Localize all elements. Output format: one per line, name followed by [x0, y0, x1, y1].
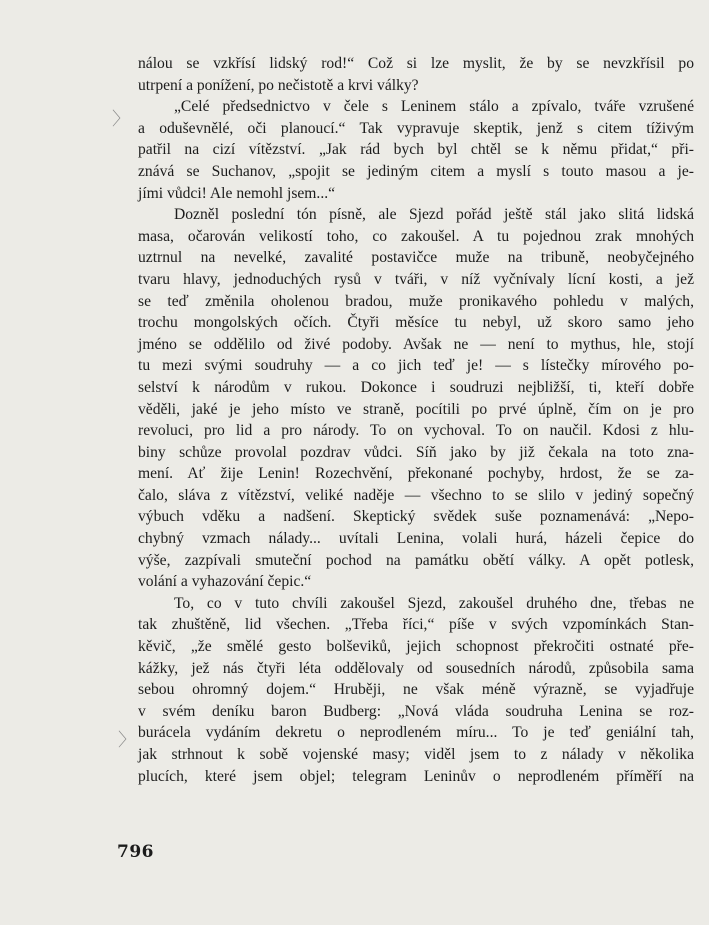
margin-pencil-mark: 〉: [118, 730, 136, 751]
text-line: chybný vzmach nálady... uvítali Lenina, volali hurá, házeli čepice do: [138, 530, 694, 548]
text-line: Dozněl poslední tón písně, ale Sjezd pořád ještě stál jako slitá lidská: [174, 206, 694, 224]
text-line: mení. Ať žije Lenin! Rozechvění, překonané pochyby, hrdost, že se za-: [138, 465, 694, 483]
text-line: znává se Suchanov, „spojit se jediným citem a myslí s touto masou a je-: [138, 162, 694, 180]
text-line: trochu mongolských očích. Čtyři měsíce tu nebyl, už skoro samo jeho: [138, 314, 694, 332]
text-line: revoluci, pro lid a pro národy. To on vychoval. To on naučil. Kdosi z hlu-: [138, 422, 694, 440]
text-line: utrpení a ponížení, po nečistotě a krvi války?: [138, 76, 419, 94]
page-number: 796: [117, 842, 154, 862]
text-line: volání a vyhazování čepic.“: [138, 573, 312, 591]
text-line: kážky, jež nás čtyři léta oddělovaly od sousedních národů, způsobila sama: [138, 659, 694, 677]
text-line: výše, zazpívali smuteční pochod na památku obětí války. A opět potlesk,: [138, 551, 694, 569]
text-line: „Celé předsednictvo v čele s Leninem stálo a zpívalo, tváře vzrušené: [174, 98, 694, 116]
text-line: a oduševnělé, oči planoucí.“ Tak vypravuje skeptik, jenž s citem tíživým: [138, 119, 694, 137]
text-line: masa, očarován velikostí toho, co zakoušel. A tu pojednou zrak mnohých: [138, 227, 694, 245]
text-line: biny schůze provolal pozdrav vůdci. Síň jako by již čekala na toto zna-: [138, 443, 694, 461]
text-line: sebou ohromný dojem.“ Hruběji, ne však méně výrazně, se vyjadřuje: [138, 681, 694, 699]
text-line: čalo, sláva z vítězství, veliké naděje — všechno to se slilo v jediný sopečný: [138, 486, 694, 504]
text-line: nálou se vzkřísí lidský rod!“ Což si lze myslit, že by se nevzkřísil po: [138, 55, 694, 72]
text-line: patřil na cizí vítězství. „Jak rád bych byl chtěl se k němu přidat,“ při-: [138, 141, 694, 159]
text-line: tu mezi svými soudruhy — a co jich teď je! — s lístečky mírového po-: [138, 357, 694, 375]
text-line: plucích, které jsem objel; telegram Leninův o neprodleném příměří na: [138, 767, 694, 785]
text-line: se teď změnila oholenou bradou, muže pronikavého pohledu v malých,: [138, 292, 694, 310]
margin-pencil-mark: 〉: [112, 109, 130, 130]
text-line: jméno se oddělilo od živé podoby. Avšak ne — není to mythus, hle, stojí: [138, 335, 694, 353]
text-line: v svém deníku baron Budberg: „Nová vláda soudruha Lenina se roz-: [138, 702, 694, 720]
text-line: To, co v tuto chvíli zakoušel Sjezd, zakoušel druhého dne, třebas ne: [174, 594, 694, 612]
text-line: věděli, jaké je jeho místo ve straně, pocítili po prvé úplně, čím on je pro: [138, 400, 694, 418]
text-line: jak strhnout k sobě vojenské masy; viděl jsem to z nálady v několika: [138, 746, 694, 763]
text-line: selství k národům v rukou. Dokonce i soudruzi nejbližší, ti, kteří dobře: [138, 378, 694, 396]
text-line: tvaru hlavy, jednoduchých rysů v tváři, v níž vyčnívaly lícní kosti, a jež: [138, 270, 694, 288]
text-line: jími vůdci! Ale nemohl jsem...“: [138, 184, 336, 202]
text-line: výbuch vděku a nadšení. Skeptický svědek suše poznamenává: „Nepo-: [138, 508, 694, 526]
text-line: kěvič, „že smělé gesto bolševiků, jejich schopnost překročiti ostnaté pře-: [138, 638, 694, 656]
text-line: uztrnul na nevelké, zavalité postavičce muže na tribuně, neobyčejného: [138, 249, 694, 267]
body-text: [138, 53, 694, 787]
text-line: tak zhuštěně, lid všechen. „Třeba říci,“ píše v svých vzpomínkách Stan-: [138, 616, 694, 634]
text-line: burácela vydáním dekretu o neprodleném míru... To je teď geniální tah,: [138, 724, 694, 742]
